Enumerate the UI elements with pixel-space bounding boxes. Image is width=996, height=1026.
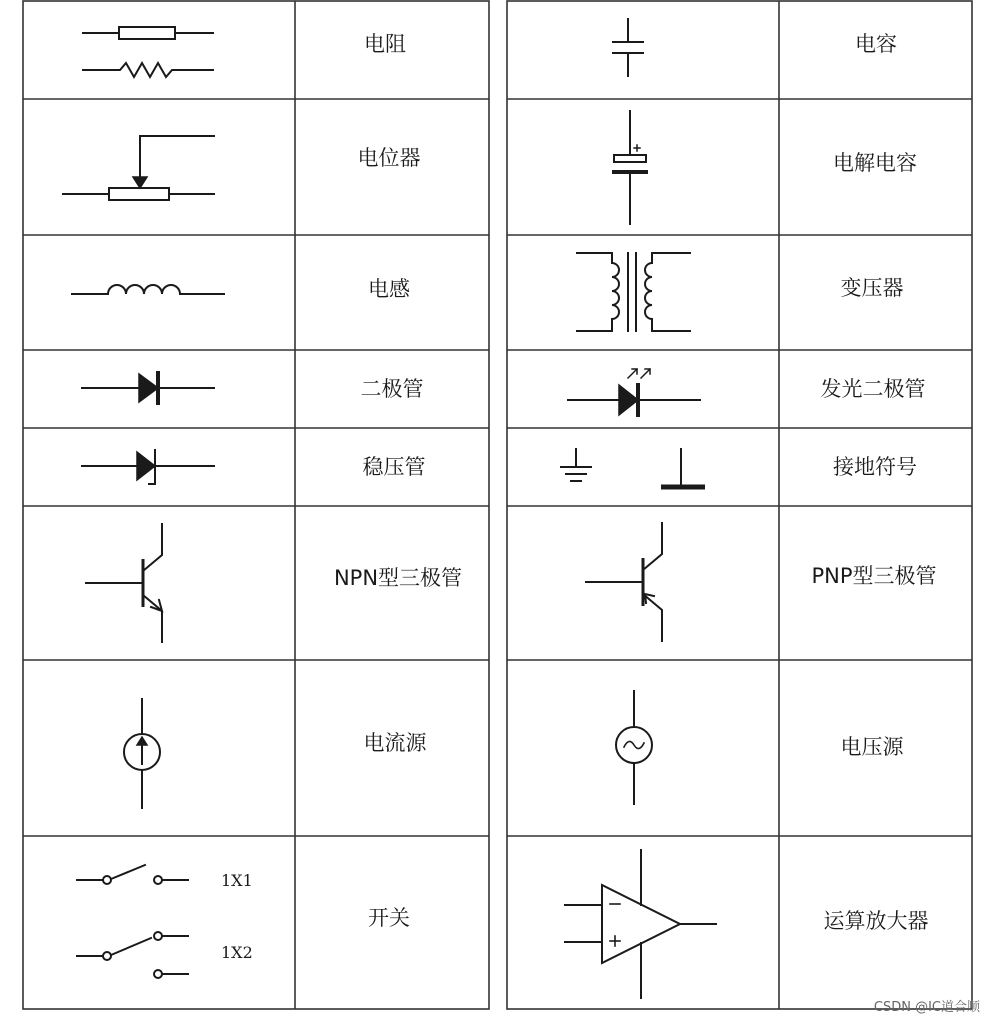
- diode-icon: [82, 371, 214, 405]
- label-voltage-source: 电压源: [840, 735, 904, 759]
- label-op-amp: 运算放大器: [823, 909, 929, 933]
- watermark: CSDN @IC道合顺: [873, 1000, 980, 1015]
- label-potentiometer: 电位器: [357, 146, 421, 170]
- label-ground: 接地符号: [833, 455, 917, 479]
- label-npn-transistor: NPN型三极管: [333, 566, 463, 590]
- capacitor-icon: [613, 19, 643, 76]
- current-source-icon: [124, 699, 160, 808]
- resistor-icon: [83, 27, 213, 77]
- label-resistor: 电阻: [364, 32, 406, 56]
- ground-icon: [561, 449, 705, 487]
- label-zener-diode: 稳压管: [362, 455, 426, 479]
- pnp-transistor-icon: [586, 523, 662, 641]
- electrolytic-capacitor-icon: [612, 111, 648, 224]
- switch-sublabel-1x2: 1X2: [221, 943, 253, 962]
- label-led: 发光二极管: [820, 377, 926, 401]
- label-switch: 开关: [368, 906, 410, 930]
- op-amp-icon: [565, 850, 716, 998]
- label-diode: 二极管: [360, 377, 424, 401]
- voltage-source-icon: [616, 691, 652, 804]
- label-pnp-transistor: PNP型三极管: [811, 564, 937, 588]
- led-icon: [568, 369, 700, 417]
- switch-icon: [77, 865, 188, 978]
- inductor-icon: [72, 285, 224, 294]
- table-grid: [23, 1, 972, 1009]
- label-transformer: 变压器: [840, 276, 904, 300]
- zener-diode-icon: [82, 450, 214, 484]
- npn-transistor-icon: [86, 524, 162, 642]
- transformer-icon: [577, 253, 690, 331]
- label-capacitor: 电容: [855, 32, 897, 56]
- potentiometer-icon: [63, 136, 214, 200]
- label-current-source: 电流源: [363, 731, 427, 755]
- label-inductor: 电感: [368, 277, 410, 301]
- label-electrolytic-capacitor: 电解电容: [833, 151, 917, 175]
- switch-sublabel-1x1: 1X1: [221, 871, 253, 890]
